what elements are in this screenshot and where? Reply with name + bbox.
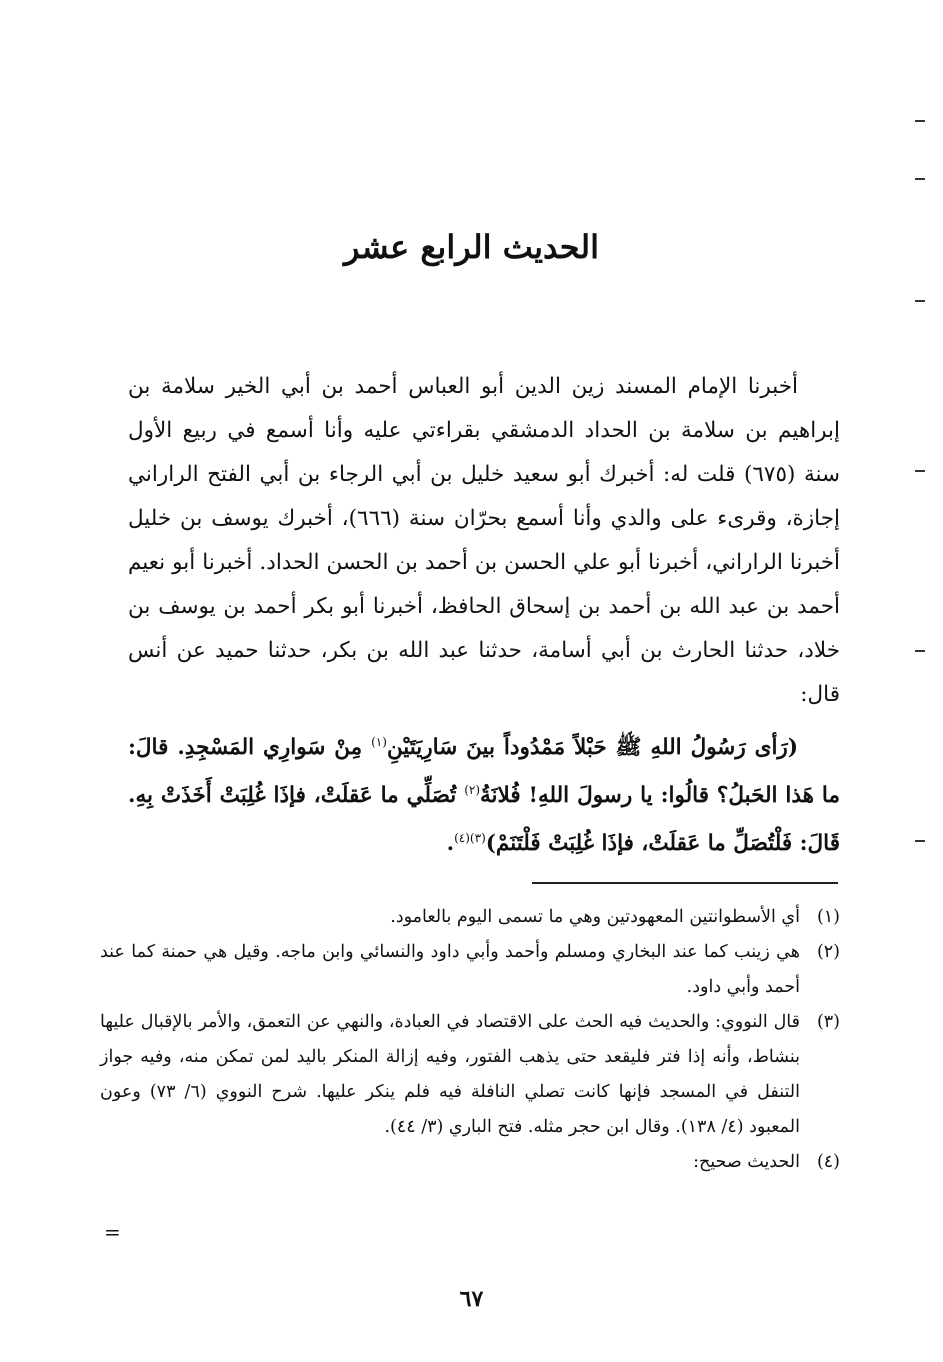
hadith-part-3: تُصَلِّي ما عَقلَتْ، فإذَا غُلِبَتْ أَخَذَتْ بِهِ. قَالَ: فَلْتُصَلِّ ما عَقلَتْ، فإذَا غُلِبَتْ فَلْتَنَمْ) <box>128 783 840 856</box>
hadith-text <box>128 724 840 868</box>
footnote-text: قال النووي: والحديث فيه الحث على الاقتصاد في العبادة، والنهي عن التعمق، والأمر بالإقبال عليها بنشاط، وأنه إذا فتر فليقعد حتى يذهب الفتور، وفيه إزالة المنكر باليد لمن تمكن منه، وفيه جواز التنفل في المسجد فإنها كانت تصلي النافلة فيه فلم ينكر عليها. شرح النووي (٦/ ٧٣) وعون المعبود (٤/ ١٣٨). وقال ابن حجر مثله. فتح الباري (٣/ ٤٤). <box>100 1012 800 1137</box>
isnad-paragraph <box>128 365 840 717</box>
footnote-number: (٣) <box>816 1012 840 1032</box>
margin-mark <box>915 840 925 842</box>
footnotes <box>100 900 840 1180</box>
footnote-number: (٢) <box>816 942 840 962</box>
footnote-text: أي الأسطوانتين المعهودتين وهي ما تسمى اليوم بالعامود. <box>390 907 800 927</box>
margin-mark <box>915 470 925 472</box>
footnote-number: (٤) <box>816 1152 840 1172</box>
footnote-number: (١) <box>816 907 840 927</box>
hadith-part-4: . <box>446 831 455 856</box>
footnote-ref-2: (٢) <box>464 782 481 797</box>
footnote-ref-1: (١) <box>371 734 387 749</box>
continuation-mark: = <box>104 1220 121 1244</box>
margin-mark <box>915 650 925 652</box>
hadith-part-2: مِنْ سَوارِي المَسْجِدِ. قالَ: ما هَذا الحَبلُ؟ قالُوا: يا رسولَ اللهِ! فُلانَةُ <box>128 735 840 808</box>
footnote-3 <box>100 1005 840 1145</box>
footnote-2 <box>100 935 840 1005</box>
page-title: الحديث الرابع عشر <box>343 228 600 266</box>
margin-mark <box>915 120 925 122</box>
footnote-divider <box>532 882 838 884</box>
footnote-1 <box>100 900 840 935</box>
margin-mark <box>915 300 925 302</box>
footnote-4 <box>100 1145 840 1180</box>
footnote-text: الحديث صحيح: <box>693 1152 800 1172</box>
margin-mark <box>915 178 925 180</box>
page-number: ٦٧ <box>459 1286 484 1312</box>
isnad-text: أخبرنا الإمام المسند زين الدين أبو العباس أحمد بن أبي الخير سلامة بن إبراهيم بن سلامة بن الحداد الدمشقي بقراءتي عليه وأنا أسمع في ربيع الأول سنة (٦٧٥) قلت له: أخبرك أبو سعيد خليل بن أبي الرجاء بن أبي الفتح الراراني إجازة، وقرىء على والدي وأنا أسمع بحرّان سنة (٦٦٦)، أخبرك يوسف بن خليل أخبرنا الراراني، أخبرنا أبو علي الحسن بن أحمد بن الحسن الحداد. أخبرنا أبو نعيم أحمد بن عبد الله بن أحمد بن إسحاق الحافظ، أخبرنا أبو بكر أحمد بن يوسف بن خلاد، حدثنا الحارث بن أبي أسامة، حدثنا عبد الله بن بكر، حدثنا حميد عن أنس قال: <box>128 374 840 707</box>
footnote-text: هي زينب كما عند البخاري ومسلم وأحمد وأبي داود والنسائي وابن ماجه. وقيل هي حمنة كما عند أحمد وأبي داود. <box>100 942 800 997</box>
footnote-ref-3-4: (٣)(٤) <box>454 830 486 845</box>
hadith-part-1: (رَأى رَسُولُ اللهِ ﷺ حَبْلاً مَمْدُوداً بينَ سَارِيَتَيْنِ <box>386 735 798 760</box>
